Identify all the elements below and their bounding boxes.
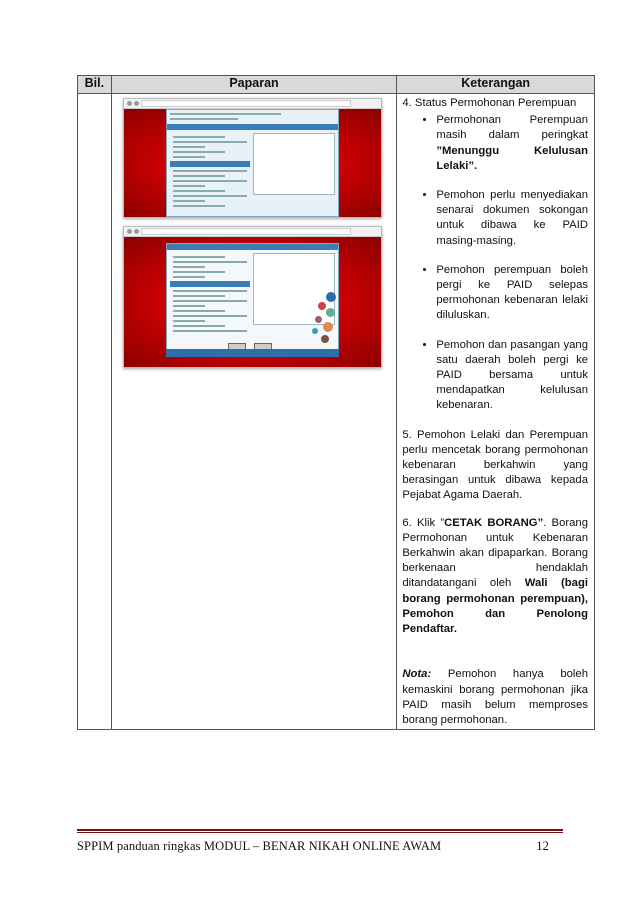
panel-footer-bar xyxy=(166,349,339,357)
status-panel xyxy=(166,109,339,217)
forward-icon xyxy=(134,101,139,106)
url-field xyxy=(141,228,351,235)
applicant-details xyxy=(170,133,250,207)
status-box xyxy=(253,133,335,195)
item-4-title: 4. Status Permohonan Perempuan xyxy=(402,97,577,109)
header-keterangan: Keterangan xyxy=(397,76,595,94)
red-background xyxy=(124,237,381,367)
screenshot-status-perempuan xyxy=(123,226,382,368)
back-icon xyxy=(127,101,132,106)
item-6: 6. Klik ”CETAK BORANG”. Borang Permohonan untuk Kebenaran Berkahwin akan dipaparkan. Borang berkenaan hendaklah ditandatangani oleh Wali (bagi borang permohonan perempuan), Pemohon dan Penolong Pendaftar. xyxy=(402,516,588,636)
table-header-row xyxy=(78,76,595,94)
item-5: 5. Pemohon Lelaki dan Perempuan perlu mencetak borang permohonan kebenaran berkahwin yang berasingan untuk dibawa kepada Pejabat Agama Daerah. xyxy=(402,428,588,502)
forward-icon xyxy=(134,229,139,234)
footer-rule xyxy=(77,829,563,831)
footer-title: SPPIM panduan ringkas MODUL – BENAR NIKAH ONLINE AWAM xyxy=(77,839,442,853)
screenshot-status-lelaki xyxy=(123,98,382,218)
url-field xyxy=(141,100,351,107)
applicant-details xyxy=(170,253,250,332)
page-footer xyxy=(77,829,563,854)
status-bullets xyxy=(402,113,588,413)
content-table xyxy=(77,75,595,730)
paparan-cell xyxy=(111,94,397,730)
red-background xyxy=(124,109,381,217)
keterangan-cell xyxy=(397,94,595,730)
back-icon xyxy=(127,229,132,234)
header-paparan: Paparan xyxy=(111,76,397,94)
table-row xyxy=(78,94,595,730)
list-item: • Pemohon dan pasangan yang satu daerah boleh pergi ke PAID bersama untuk mendapatkan kelulusan kebenaran. xyxy=(436,338,588,414)
header-bil: Bil. xyxy=(78,76,112,94)
list-item: • Permohonan Perempuan masih dalam peringkat ”Menunggu Kelulusan Lelaki”. xyxy=(436,113,588,174)
nota: Nota: Pemohon hanya boleh kemaskini borang permohonan jika PAID masih belum memproses borang permohonan. xyxy=(402,668,588,726)
floral-decoration xyxy=(304,288,338,348)
page-number: 12 xyxy=(536,839,549,853)
list-item: • Pemohon perempuan boleh pergi ke PAID selepas permohonan kebenaran lelaki diluluskan. xyxy=(436,263,588,324)
browser-address-bar xyxy=(124,99,381,109)
browser-address-bar xyxy=(124,227,381,237)
list-item: • Pemohon perlu menyediakan senarai dokumen sokongan untuk dibawa ke PAID masing-masing. xyxy=(436,188,588,249)
bil-cell xyxy=(78,94,112,730)
status-panel xyxy=(166,243,339,353)
